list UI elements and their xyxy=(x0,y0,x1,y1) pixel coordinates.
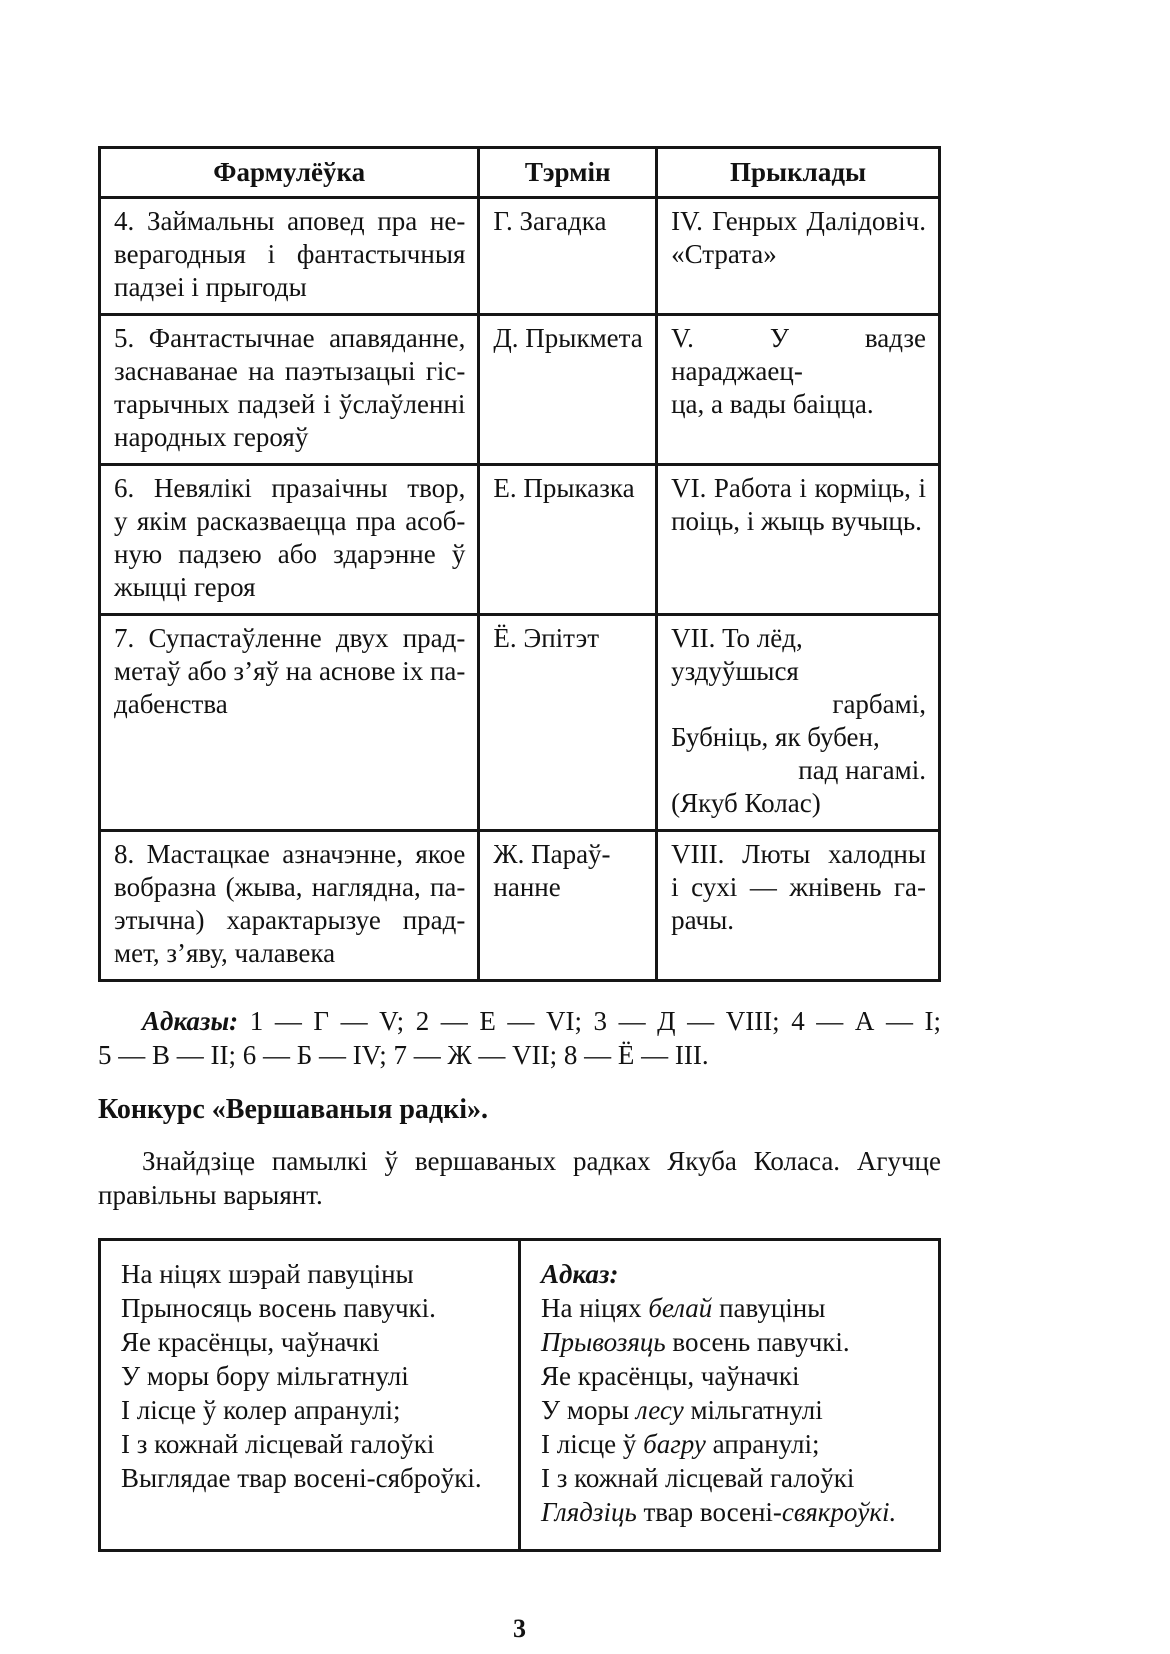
formulation-cell: 8. Мастацкае азначэнне, якое вобразна (жыва, наглядна, па- этычна) характарызуе прад- мет, з’яву, чалавека xyxy=(100,831,479,981)
answers-paragraph xyxy=(98,1004,941,1072)
table-row xyxy=(100,198,940,315)
poem-answer-cell: Адказ: На ніцях белай павуціны Прывозяць восень павучкі. Яе красёнцы, чаўначкі У моры лесу мільгатнулі І лісце ў багру апранулі; І з кожнай лісцевай галоўкі Глядзіць твар восені-свякроўкі. xyxy=(520,1240,940,1551)
table-row xyxy=(100,465,940,615)
term-cell: Ё. Эпітэт xyxy=(479,615,657,831)
intro-line-2: правільны варыянт. xyxy=(98,1180,323,1210)
col-header-examples: Прыклады xyxy=(657,148,940,198)
formulation-cell: 5. Фантастычнае апавяданне, заснаванае на паэтызацыі гіс- тарычных падзей і ўслаўленні народных герояў xyxy=(100,315,479,465)
col-header-formulation: Фармулёўка xyxy=(100,148,479,198)
examples-cell: VII. То лёд, уздуўшыся гарбамі, Бубніць, як бубен, пад нагамі. (Якуб Колас) xyxy=(657,615,940,831)
table-row xyxy=(100,615,940,831)
term-cell: Д. Прыкмета xyxy=(479,315,657,465)
answers-line-1 xyxy=(98,1004,941,1038)
examples-cell: VIII. Люты халодны і сухі — жнівень га- рачы. xyxy=(657,831,940,981)
term-cell: Ж. Параў- нанне xyxy=(479,831,657,981)
page-number: 3 xyxy=(513,1614,526,1643)
table-row xyxy=(100,831,940,981)
answers-line-2: 5 — В — II; 6 — Б — IV; 7 — Ж — VII; 8 — Ё — III. xyxy=(98,1040,709,1070)
poem-table xyxy=(98,1238,941,1552)
table-row xyxy=(100,315,940,465)
formulation-cell: 4. Займальны аповед пра не- верагодныя і фантастычныя падзеі і прыгоды xyxy=(100,198,479,315)
page-content xyxy=(98,0,941,1644)
formulation-cell: 6. Невялікі празаічны твор, у якім расказваецца пра асоб- ную падзею або здарэнне ў жыцці героя xyxy=(100,465,479,615)
matching-table xyxy=(98,146,941,982)
answers-line-1-text: 1 — Г — V; 2 — Е — VI; 3 — Д — VIII; 4 — А — I; xyxy=(249,1006,941,1036)
answers-label: Адказы: xyxy=(142,1006,239,1036)
table-header-row xyxy=(100,148,940,198)
contest-intro xyxy=(98,1144,941,1212)
examples-cell: IV. Генрых Далідовіч. «Страта» xyxy=(657,198,940,315)
term-cell: Г. Загадка xyxy=(479,198,657,315)
poem-table-row xyxy=(100,1240,940,1551)
intro-line-1: Знайдзіце памылкі ў вершаваных радках Якуба Коласа. Агучце xyxy=(142,1146,941,1176)
formulation-cell: 7. Супастаўленне двух прад- метаў або з’яў на аснове іх па- дабенства xyxy=(100,615,479,831)
col-header-term: Тэрмін xyxy=(479,148,657,198)
poem-original-cell: На ніцях шэрай павуціны Прыносяць восень павучкі. Яе красёнцы, чаўначкі У моры бору мільгатнулі І лісце ў колер апранулі; І з кожнай лісцевай галоўкі Выглядае твар восені-сяброўкі. xyxy=(100,1240,520,1551)
term-cell: Е. Прыказка xyxy=(479,465,657,615)
contest-heading: Конкурс «Вершаваныя радкі». xyxy=(98,1094,489,1125)
examples-cell: VI. Работа і корміць, і поіць, і жыць вучыць. xyxy=(657,465,940,615)
examples-cell: V. У вадзе нараджаец- ца, а вады баіцца. xyxy=(657,315,940,465)
